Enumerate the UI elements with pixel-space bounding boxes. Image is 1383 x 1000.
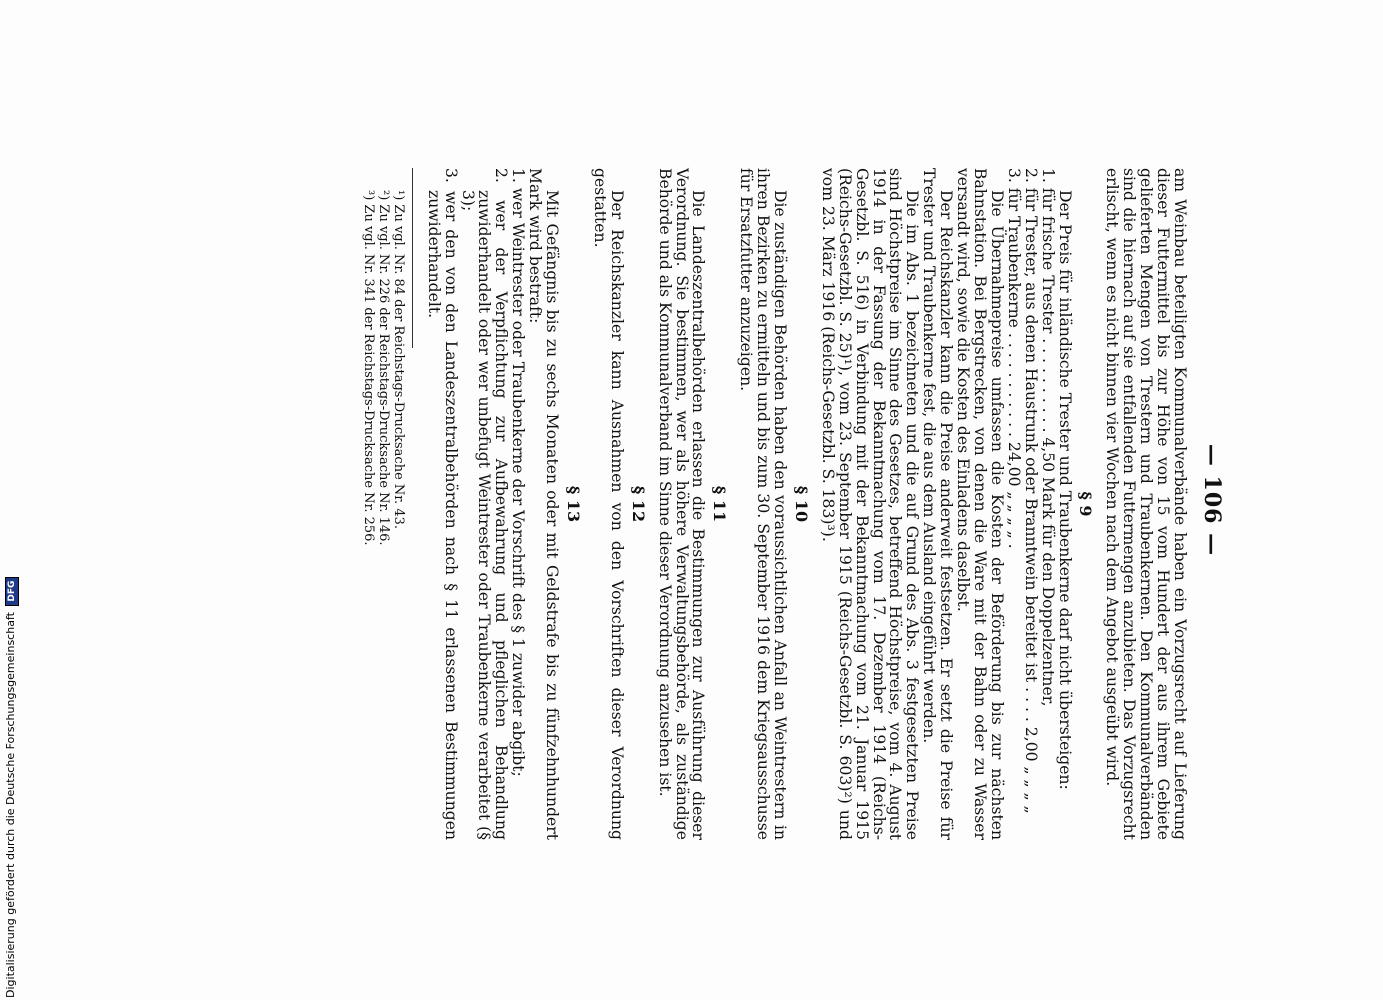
section-13-list [425,168,526,840]
intro-paragraph: am Weinbau beteiligten Kommunalverbände haben ein Vorzugsrecht auf Lieferung dieser Futtermittel bis zur Höhe von 15 vom Hundert der aus ihrem Gebiete gelieferten Mengen von Trestern und Traubenkernen. Den Kommunalverbänden sind die hiernach auf sie entfallenden Futtermengen anzubieten. Das Vorzugsrecht erlischt, wenn es nicht binnen vier Wochen nach dem Angebot ausgeübt wird. [1103,168,1189,840]
section-9-title: § 9 [1076,491,1096,517]
section-11-title: § 11 [710,485,730,523]
dfg-logo-icon: DFG [5,577,19,606]
section-12-title: § 12 [628,485,648,523]
list-item: 1. für frische Trester . . . . . . . . . . 4,50 Mark für den Doppelzentner, [1038,168,1057,707]
digitization-credit [4,577,19,998]
page-number: — 106 — [1199,443,1225,557]
section-9-lead: Der Preis für inländische Trester und Traubenkerne darf nicht übersteigen: [1055,190,1074,790]
footnote-divider [412,168,413,348]
list-item: 1. wer Weintrester oder Traubenkerne der Vorschrift des § 1 zuwider abgibt; [509,168,528,777]
list-item: 2. für Trester, aus denen Haustrunk oder Branntwein bereitet ist . . . . 2,00 „ „ „ „ [1021,168,1040,814]
section-13-title: § 13 [564,485,583,523]
footnote: ³) Zu vgl. Nr. 341 der Reichstags-Drucksache Nr. 256. [360,190,376,546]
list-item: 3. wer den von den Landeszentralbehörden nach § 11 erlassenen Bestimmungen zuwiderhandelt. [424,168,460,840]
section-10-title: § 10 [791,485,811,523]
section-11-text: Die Landeszentralbehörden erlassen die Bestimmungen zur Ausführung dieser Verordnung. Sie bestimmen, wer als höhere Verwaltungsbehörde, als zuständige Behörde und als Kommunalverband im Sinne dieser Verordnung anzusehen ist. [655,168,708,840]
section-9-list [1005,168,1056,840]
section-9-paragraph-2: Der Reichskanzler kann die Preise anderweit festsetzen. Er setzt die Preise für Trester und Traubenkerne fest, die aus dem Ausland eingeführt werden. [920,168,956,840]
list-item: 2. wer der Verpflichtung zur Aufbewahrung und pfleglichen Behandlung zuwiderhandelt oder wer unbefugt Weintrester oder Traubenkerne verarbeitet (§ 3); [458,168,511,840]
section-10-text: Die zuständigen Behörden haben den voraussichtlichen Anfall an Weintrestern in ihren Bezirken zu ermitteln und bis zum 30. September 1916 dem Kriegsausschusse für Ersatzfutter anzuzeigen. [737,168,790,840]
credit-text: Digitalisierung gefördert durch die Deutsche Forschungsgemeinschaft [4,612,17,998]
section-12-text: Der Reichskanzler kann Ausnahmen von den Vorschriften dieser Verordnung gestatten. [590,168,626,840]
footnote: ¹) Zu vgl. Nr. 84 der Reichstags-Drucksache Nr. 43. [390,190,406,529]
section-13-lead: Mit Gefängnis bis zu sechs Monaten oder mit Geldstrafe bis zu fünfzehnhundert Mark wird bestraft: [526,168,562,840]
page-body [361,168,1188,840]
footnote: ²) Zu vgl. Nr. 226 der Reichstags-Drucksache Nr. 146. [375,190,391,546]
section-9-paragraph-3: Die im Abs. 1 bezeichneten und die auf Grund des Abs. 3 festgesetzten Preise sind Höchstpreise im Sinne des Gesetzes, betreffend Höchstpreise, vom 4. August 1914 in der Fassung der Bekanntmachung vom 17. Dezember 1914 (Reichs-Gesetzbl. S. 516) in Verbindung mit der Bekanntmachung vom 21. Januar 1915 (Reichs-Gesetzbl. S. 25)¹), vom 23. September 1915 (Reichs-Gesetzbl. S. 603)²) und vom 23. März 1916 (Reichs-Gesetzbl. S. 183)³). [818,168,922,840]
section-9-paragraph-1: Die Übernahmepreise umfassen die Kosten der Beförderung bis zur nächsten Bahnstation. Bei Bergstrecken, von denen die Ware mit der Bahn oder zu Wasser versandt wird, sowie die Kosten des Einladens daselbst. [954,168,1006,840]
list-item: 3. für Traubenkerne . . . . . . . . . . . 24,00 „ „ „ „ . [1004,168,1023,549]
